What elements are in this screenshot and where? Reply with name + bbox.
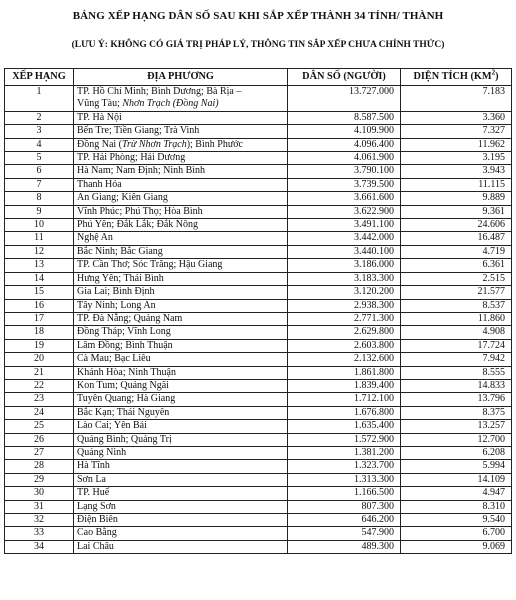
cell-area: 6.208 (401, 446, 512, 459)
header-rank: XẾP HẠNG (5, 69, 74, 86)
location-text: TP. Hải Phòng; Hải Dương (77, 152, 186, 164)
cell-area: 9.069 (401, 540, 512, 553)
cell-rank: 4 (5, 138, 74, 151)
cell-area: 8.537 (401, 299, 512, 312)
cell-location (74, 326, 288, 339)
cell-location (74, 433, 288, 446)
table-row (5, 433, 512, 446)
cell-population: 2.603.800 (288, 339, 401, 352)
table-row (5, 379, 512, 392)
cell-population: 3.183.300 (288, 272, 401, 285)
table-row (5, 366, 512, 379)
cell-location (74, 514, 288, 527)
location-text: An Giang; Kiên Giang (77, 192, 168, 204)
location-text-italic: Trừ Nhơn Trạch (122, 138, 187, 150)
header-area-close: ) (495, 71, 499, 82)
location-text-line2: Vũng Tàu; (77, 98, 123, 110)
cell-area: 13.257 (401, 420, 512, 433)
cell-rank: 17 (5, 312, 74, 325)
location-text: TP. Hà Nội (77, 111, 122, 123)
location-text: Lào Cai; Yên Bái (77, 420, 147, 432)
cell-rank: 27 (5, 446, 74, 459)
cell-rank: 28 (5, 460, 74, 473)
table-row (5, 205, 512, 218)
cell-population: 3.661.600 (288, 192, 401, 205)
header-area (401, 69, 512, 86)
table-body (5, 86, 512, 554)
cell-population: 807.300 (288, 500, 401, 513)
cell-rank: 23 (5, 393, 74, 406)
cell-population: 1.635.400 (288, 420, 401, 433)
cell-location (74, 86, 288, 112)
location-text: Thanh Hóa (77, 178, 122, 190)
cell-area: 21.577 (401, 286, 512, 299)
cell-rank: 29 (5, 473, 74, 486)
cell-population: 2.132.600 (288, 353, 401, 366)
cell-rank: 8 (5, 192, 74, 205)
cell-area: 4.908 (401, 326, 512, 339)
cell-rank: 31 (5, 500, 74, 513)
header-population: DÂN SỐ (NGƯỜI) (288, 69, 401, 86)
location-text: TP. Đà Nẵng; Quảng Nam (77, 312, 183, 324)
cell-population: 3.120.200 (288, 286, 401, 299)
cell-population: 1.712.100 (288, 393, 401, 406)
cell-population: 4.061.900 (288, 152, 401, 165)
cell-area: 2.515 (401, 272, 512, 285)
cell-rank: 22 (5, 379, 74, 392)
cell-rank: 11 (5, 232, 74, 245)
cell-location (74, 527, 288, 540)
cell-location (74, 540, 288, 553)
cell-location (74, 125, 288, 138)
cell-location (74, 205, 288, 218)
cell-population: 547.900 (288, 527, 401, 540)
location-text: TP. Hồ Chí Minh; Bình Dương; Bà Rịa – (77, 86, 242, 97)
location-text: Bắc Kạn; Thái Nguyên (77, 406, 170, 418)
table-row (5, 138, 512, 151)
cell-area: 6.361 (401, 259, 512, 272)
table-row (5, 460, 512, 473)
cell-population: 1.861.800 (288, 366, 401, 379)
table-row (5, 111, 512, 124)
cell-rank: 7 (5, 178, 74, 191)
location-text: Sơn La (77, 473, 106, 485)
location-text: Lạng Sơn (77, 500, 116, 512)
table-row (5, 326, 512, 339)
cell-location (74, 473, 288, 486)
table-row (5, 540, 512, 553)
cell-population: 3.739.500 (288, 178, 401, 191)
location-text: Hưng Yên; Thái Bình (77, 272, 164, 284)
cell-rank: 6 (5, 165, 74, 178)
cell-population: 3.622.900 (288, 205, 401, 218)
cell-rank: 15 (5, 286, 74, 299)
cell-population: 1.839.400 (288, 379, 401, 392)
cell-location (74, 487, 288, 500)
cell-population: 1.381.200 (288, 446, 401, 459)
location-text: Quảng Bình; Quảng Trị (77, 433, 172, 445)
location-text: Bến Tre; Tiền Giang; Trà Vinh (77, 125, 200, 137)
table-row (5, 446, 512, 459)
cell-population: 646.200 (288, 514, 401, 527)
cell-location (74, 219, 288, 232)
cell-rank: 18 (5, 326, 74, 339)
header-location: ĐỊA PHƯƠNG (74, 69, 288, 86)
cell-rank: 34 (5, 540, 74, 553)
table-row (5, 299, 512, 312)
table-row (5, 125, 512, 138)
table-row (5, 259, 512, 272)
cell-area: 9.889 (401, 192, 512, 205)
cell-location (74, 272, 288, 285)
table-row (5, 272, 512, 285)
cell-population: 2.938.300 (288, 299, 401, 312)
location-text: Lâm Đồng; Bình Thuận (77, 339, 173, 351)
table-row (5, 527, 512, 540)
location-text: Đồng Nai ( (77, 138, 122, 150)
cell-area: 17.724 (401, 339, 512, 352)
cell-population: 489.300 (288, 540, 401, 553)
location-text-italic: Nhơn Trạch (Đồng Nai) (122, 98, 219, 110)
cell-location (74, 232, 288, 245)
cell-area: 4.719 (401, 245, 512, 258)
cell-rank: 1 (5, 86, 74, 112)
header-area-sup: 2 (491, 68, 496, 77)
location-text: Gia Lai; Bình Định (77, 286, 155, 298)
cell-rank: 30 (5, 487, 74, 500)
cell-location (74, 165, 288, 178)
cell-area: 11.115 (401, 178, 512, 191)
cell-location (74, 245, 288, 258)
cell-area: 9.540 (401, 514, 512, 527)
location-text: Kon Tum; Quảng Ngãi (77, 379, 169, 391)
cell-population: 3.186.000 (288, 259, 401, 272)
cell-location (74, 366, 288, 379)
cell-population: 1.323.700 (288, 460, 401, 473)
location-text-tail: ); Bình Phước (186, 138, 243, 150)
cell-area: 9.361 (401, 205, 512, 218)
location-text: Điện Biên (77, 514, 118, 525)
cell-area: 7.183 (401, 86, 512, 112)
cell-location (74, 192, 288, 205)
cell-area: 11.962 (401, 138, 512, 151)
cell-area: 7.942 (401, 353, 512, 366)
cell-area: 16.487 (401, 232, 512, 245)
cell-rank: 10 (5, 219, 74, 232)
cell-area: 7.327 (401, 125, 512, 138)
cell-area: 8.310 (401, 500, 512, 513)
cell-rank: 25 (5, 420, 74, 433)
cell-population: 2.771.300 (288, 312, 401, 325)
location-text: TP. Cần Thơ; Sóc Trăng; Hậu Giang (77, 259, 223, 271)
cell-area: 8.375 (401, 406, 512, 419)
cell-area: 3.195 (401, 152, 512, 165)
page-subtitle: (LƯU Ý: KHÔNG CÓ GIÁ TRỊ PHÁP LÝ, THÔNG TIN SẮP XẾP CHƯA CHÍNH THỨC) (71, 40, 445, 50)
location-text: Tây Ninh; Long An (77, 299, 156, 311)
header-area-text: DIỆN TÍCH (KM (413, 71, 492, 82)
location-text: Hà Tĩnh (77, 460, 110, 472)
cell-area: 12.700 (401, 433, 512, 446)
cell-location (74, 299, 288, 312)
cell-area: 13.796 (401, 393, 512, 406)
location-text: Vĩnh Phúc; Phú Thọ; Hòa Bình (77, 205, 203, 217)
cell-location (74, 312, 288, 325)
cell-population: 1.313.300 (288, 473, 401, 486)
cell-rank: 9 (5, 205, 74, 218)
cell-area: 14.109 (401, 473, 512, 486)
location-text: Nghệ An (77, 232, 113, 244)
cell-rank: 33 (5, 527, 74, 540)
location-text: Bắc Ninh; Bắc Giang (77, 245, 163, 257)
cell-rank: 12 (5, 245, 74, 258)
cell-population: 4.109.900 (288, 125, 401, 138)
cell-area: 8.555 (401, 366, 512, 379)
cell-area: 4.947 (401, 487, 512, 500)
location-text: TP. Huế (77, 487, 110, 499)
cell-population: 8.587.500 (288, 111, 401, 124)
cell-area: 3.360 (401, 111, 512, 124)
cell-location (74, 111, 288, 124)
cell-location (74, 446, 288, 459)
table-row (5, 219, 512, 232)
cell-rank: 3 (5, 125, 74, 138)
cell-rank: 13 (5, 259, 74, 272)
cell-rank: 14 (5, 272, 74, 285)
cell-rank: 26 (5, 433, 74, 446)
cell-location (74, 138, 288, 151)
table-row (5, 420, 512, 433)
cell-rank: 19 (5, 339, 74, 352)
cell-location (74, 500, 288, 513)
cell-location (74, 286, 288, 299)
location-text: Cà Mau; Bạc Liêu (77, 353, 151, 365)
cell-area: 5.994 (401, 460, 512, 473)
cell-rank: 2 (5, 111, 74, 124)
cell-area: 3.943 (401, 165, 512, 178)
cell-population: 1.166.500 (288, 487, 401, 500)
table-row (5, 178, 512, 191)
cell-location (74, 460, 288, 473)
cell-rank: 20 (5, 353, 74, 366)
cell-rank: 16 (5, 299, 74, 312)
cell-location (74, 420, 288, 433)
cell-population: 13.727.000 (288, 86, 401, 112)
cell-population: 3.442.000 (288, 232, 401, 245)
table-row (5, 406, 512, 419)
cell-location (74, 259, 288, 272)
table-row (5, 232, 512, 245)
cell-location (74, 339, 288, 352)
cell-population: 3.491.100 (288, 219, 401, 232)
table-row (5, 86, 512, 112)
cell-area: 6.700 (401, 527, 512, 540)
location-text: Tuyên Quang; Hà Giang (77, 393, 176, 405)
table-row (5, 312, 512, 325)
cell-area: 24.606 (401, 219, 512, 232)
location-text: Phú Yên; Đắk Lắk; Đắk Nông (77, 219, 198, 231)
table-row (5, 393, 512, 406)
cell-location (74, 178, 288, 191)
cell-rank: 32 (5, 514, 74, 527)
table-row (5, 286, 512, 299)
table-row (5, 487, 512, 500)
table-row (5, 152, 512, 165)
cell-rank: 21 (5, 366, 74, 379)
location-text: Lai Châu (77, 540, 114, 552)
cell-location (74, 379, 288, 392)
table-row (5, 192, 512, 205)
location-text: Cao Bằng (77, 527, 117, 539)
cell-population: 2.629.800 (288, 326, 401, 339)
cell-population: 3.440.100 (288, 245, 401, 258)
cell-location (74, 152, 288, 165)
cell-population: 4.096.400 (288, 138, 401, 151)
table-row (5, 165, 512, 178)
table-row (5, 353, 512, 366)
table-row (5, 473, 512, 486)
cell-population: 3.790.100 (288, 165, 401, 178)
table-row (5, 500, 512, 513)
cell-rank: 5 (5, 152, 74, 165)
cell-location (74, 406, 288, 419)
location-text: Khánh Hòa; Ninh Thuận (77, 366, 176, 378)
table-row (5, 339, 512, 352)
cell-rank: 24 (5, 406, 74, 419)
table-row (5, 245, 512, 258)
cell-population: 1.676.800 (288, 406, 401, 419)
table-header-row (5, 69, 512, 86)
population-ranking-table (4, 68, 512, 554)
table-row (5, 514, 512, 527)
cell-location (74, 393, 288, 406)
cell-location (74, 353, 288, 366)
cell-area: 14.833 (401, 379, 512, 392)
location-text: Đồng Tháp; Vĩnh Long (77, 326, 171, 338)
page-title: BẢNG XẾP HẠNG DÂN SỐ SAU KHI SẮP XẾP THÀNH 34 TỈNH/ THÀNH (72, 10, 444, 22)
cell-population: 1.572.900 (288, 433, 401, 446)
location-text: Hà Nam; Nam Định; Ninh Bình (77, 165, 206, 177)
cell-area: 11.860 (401, 312, 512, 325)
location-text: Quảng Ninh (77, 446, 127, 458)
